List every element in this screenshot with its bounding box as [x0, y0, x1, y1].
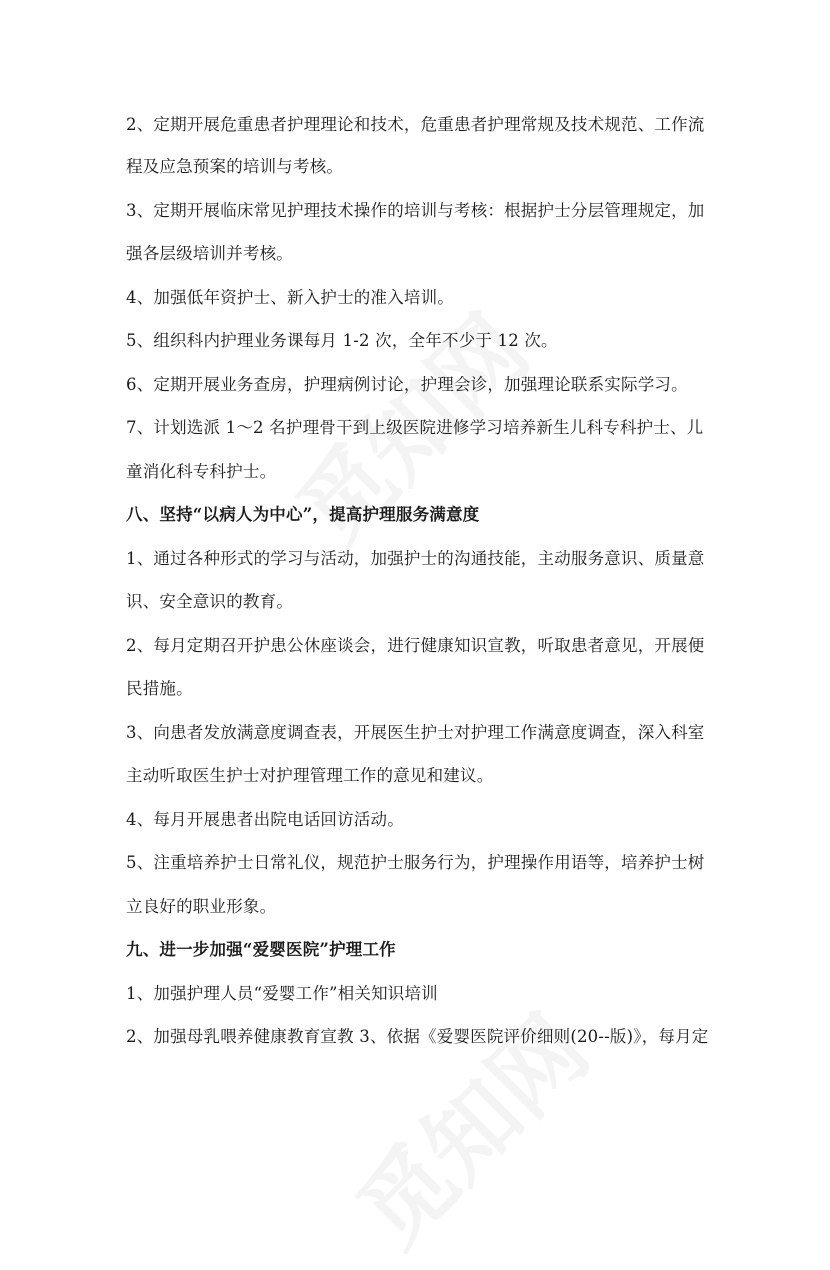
text-line: 6、定期开展业务查房，护理病例讨论，护理会诊，加强理论联系实际学习。	[126, 375, 688, 394]
text-line: 2、加强母乳喂养健康教育宣教 3、依据《爱婴医院评价细则(20--版)》，每月定	[126, 1027, 709, 1046]
text-line: 1、加强护理人员“爱婴工作”相关知识培训	[126, 984, 438, 1003]
text-line: 2、每月定期召开护患公休座谈会，进行健康知识宣教，听取患者意见，开展便	[126, 636, 705, 655]
text-line: 主动听取医生护士对护理管理工作的意见和建议。	[126, 766, 494, 785]
text-line: 识、安全意识的教育。	[126, 592, 293, 611]
text-line: 3、向患者发放满意度调查表，开展医生护士对护理工作满意度调查，深入科室	[126, 723, 705, 742]
watermark	[324, 982, 613, 1270]
section-heading: 八、坚持“以病人为中心”，提高护理服务满意度	[126, 505, 480, 524]
section-heading: 九、进一步加强“爱婴医院”护理工作	[126, 940, 396, 959]
text-line: 强各层级培训并考核。	[126, 244, 293, 263]
text-line: 1、通过各种形式的学习与活动，加强护士的沟通技能，主动服务意识、质量意	[126, 549, 705, 568]
text-line: 3、定期开展临床常见护理技术操作的培训与考核：根据护士分层管理规定，加	[126, 201, 705, 220]
text-line: 5、注重培养护士日常礼仪，规范护士服务行为，护理操作用语等，培养护士树	[126, 853, 705, 872]
text-line: 程及应急预案的培训与考核。	[126, 157, 344, 176]
text-line: 2、定期开展危重患者护理理论和技术，危重患者护理常规及技术规范、工作流	[126, 115, 705, 134]
text-line: 民措施。	[126, 679, 193, 698]
text-line: 5、组织科内护理业务课每月 1-2 次，全年不少于 12 次。	[126, 331, 558, 350]
text-line: 7、计划选派 1～2 名护理骨干到上级医院进修学习培养新生儿科专科护士、儿	[126, 418, 704, 437]
text-line: 童消化科专科护士。	[126, 462, 277, 481]
text-line: 立良好的职业形象。	[126, 897, 277, 916]
text-line: 4、加强低年资护士、新入护士的准入培训。	[126, 288, 454, 307]
text-line: 4、每月开展患者出院电话回访活动。	[126, 810, 404, 829]
